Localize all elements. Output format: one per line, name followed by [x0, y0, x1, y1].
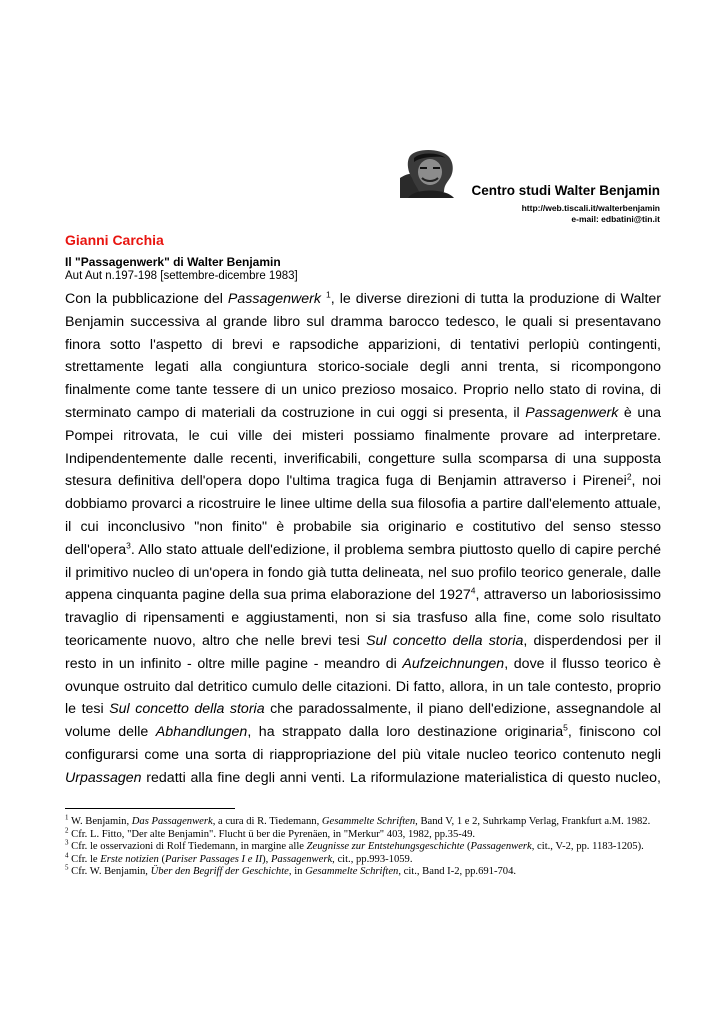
body-line: Urpassagen redatti alla fine degli anni venti. La riformulazione materialistica di questo nucleo, — [65, 769, 661, 786]
body-line: Pompei ritrovata, le cui ville dei misteri possiamo finalmente provare ad interpretare. — [65, 427, 661, 444]
footnote-4: $^4$ Cfr. le Erste notizien (Pariser Passages I e II), Passagenwerk, cit., pp.993-1059. — [65, 850, 413, 865]
body-line: appena cinquanta pagine della sua prima elaborazione del 1927$^4$, attraverso un laboriosissimo — [65, 585, 661, 604]
body-line: le tesi Sul concetto della storia che paradossalmente, il piano dell'edizione, assegnandole al — [65, 701, 661, 718]
footnote-ref[interactable]: 4 — [470, 585, 476, 596]
body-line: stesura definitiva dell'opera dopo l'ultima tragica fuga di Benjamin attraverso i Pirenei$^2$, noi — [65, 471, 661, 490]
article-author: Gianni Carchia — [65, 232, 164, 248]
body-line: teoricamente nuovo, altro che nelle brevi tesi Sul concetto della storia, disperdendosi per il — [65, 632, 662, 649]
benjamin-portrait-image — [400, 148, 458, 198]
body-line: Indipendentemente dalle recenti, inverificabili, congetture sulla scomparsa di una supposta — [65, 450, 661, 467]
footnote-1: $^1$ W. Benjamin, Das Passagenwerk, a cura di R. Tiedemann, Gesammelte Schriften, Band V, 1 e 2, Suhrkamp Verlag, Frankfurt a.M. 1982. — [65, 813, 651, 827]
body-line: il cui inconclusivo "non finito" è probabile sia originario e costitutivo del senso stesso — [65, 518, 661, 535]
email-contact[interactable]: e-mail: edbatini@tin.it — [571, 214, 660, 224]
body-line: finalmente come tante tessere di un unico prezioso mosaico. Proprio nello stato di rovina, di — [65, 382, 661, 399]
body-line: ovunque ostruito dal detritico cumulo delle citazioni. Di fatto, allora, in un tale contesto, proprio — [65, 678, 661, 695]
article-body — [65, 288, 661, 790]
body-line: strettamente legati alla congiuntura storico-sociale degli anni trenta, si ricompongono — [65, 359, 661, 376]
center-name: Centro studi Walter Benjamin — [471, 183, 660, 198]
footnote-ref[interactable]: 3 — [126, 540, 131, 551]
body-line: finora sotto l'aspetto di brevi e rapsodiche apparizioni, di tentativi perlopiù contingenti, — [65, 336, 661, 353]
footnote-ref[interactable]: 1 — [326, 289, 331, 300]
header — [400, 148, 662, 228]
body-line: volume delle Abhandlungen, ha strappato dalla loro destinazione originaria$^5$, finiscono col — [65, 722, 661, 741]
body-line: dell'opera$^3$. Allo stato attuale dell'edizione, il problema sembra piuttosto quello di capire perché — [65, 540, 661, 558]
body-line: Benjamin successiva al grande libro sul dramma barocco tedesco, le quali si presentavano — [65, 313, 661, 330]
body-line: configurarsi come una sorta di riappropriazione del più vitale nucleo teorico contenuto negli — [65, 746, 661, 763]
footnote-2: $^2$ Cfr. L. Fitto, "Der alte Benjamin". Flucht ü ber die Pyrenäen, in "Merkur" 403, 1982, pp.35-49. — [65, 825, 476, 840]
body-line: sterminato campo di materiali da costruzione in cui oggi si presenta, il Passagenwerk è una — [65, 404, 661, 421]
footnote-separator — [65, 808, 235, 809]
footnote-ref[interactable]: 2 — [626, 471, 632, 482]
body-line: il primitivo nucleo di un'opera in fondo già tutta delineata, nel suo profilo teorico generale, dalle — [65, 564, 661, 581]
footnote-5: $^5$ Cfr. W. Benjamin, Über den Begriff der Geschichte, in Gesammelte Schriften, cit., Band I-2, pp.691-704. — [65, 863, 517, 877]
body-line: dobbiamo provarci a ricostruire le linee ultime della sua filosofia a partire dall'elemento attuale, — [65, 496, 661, 513]
footnote-3: $^3$ Cfr. le osservazioni di Rolf Tiedemann, in margine alle Zeugnisse zur Entstehungsgeschichte (Passagenwerk, cit., V-2, pp. 1183-1205). — [65, 838, 644, 852]
body-line: resto in un infinito - oltre mille pagine - meandro di Aufzeichnungen, dove il flusso teorico è — [65, 655, 661, 672]
article-title: Il "Passagenwerk" di Walter Benjamin — [65, 255, 281, 269]
body-line: travaglio di ripensamenti e aggiustamenti, non si sia trasfuso alla fine, come solo risultato — [65, 610, 661, 627]
footnotes — [65, 813, 661, 879]
website-link[interactable]: http://web.tiscali.it/walterbenjamin — [521, 203, 660, 213]
body-line: Con la pubblicazione del Passagenwerk $^1$, le diverse direzioni di tutta la produzione di Walter — [65, 289, 661, 307]
footnote-ref[interactable]: 5 — [563, 722, 568, 733]
article-source: Aut Aut n.197-198 [settembre-dicembre 1983] — [65, 270, 298, 282]
